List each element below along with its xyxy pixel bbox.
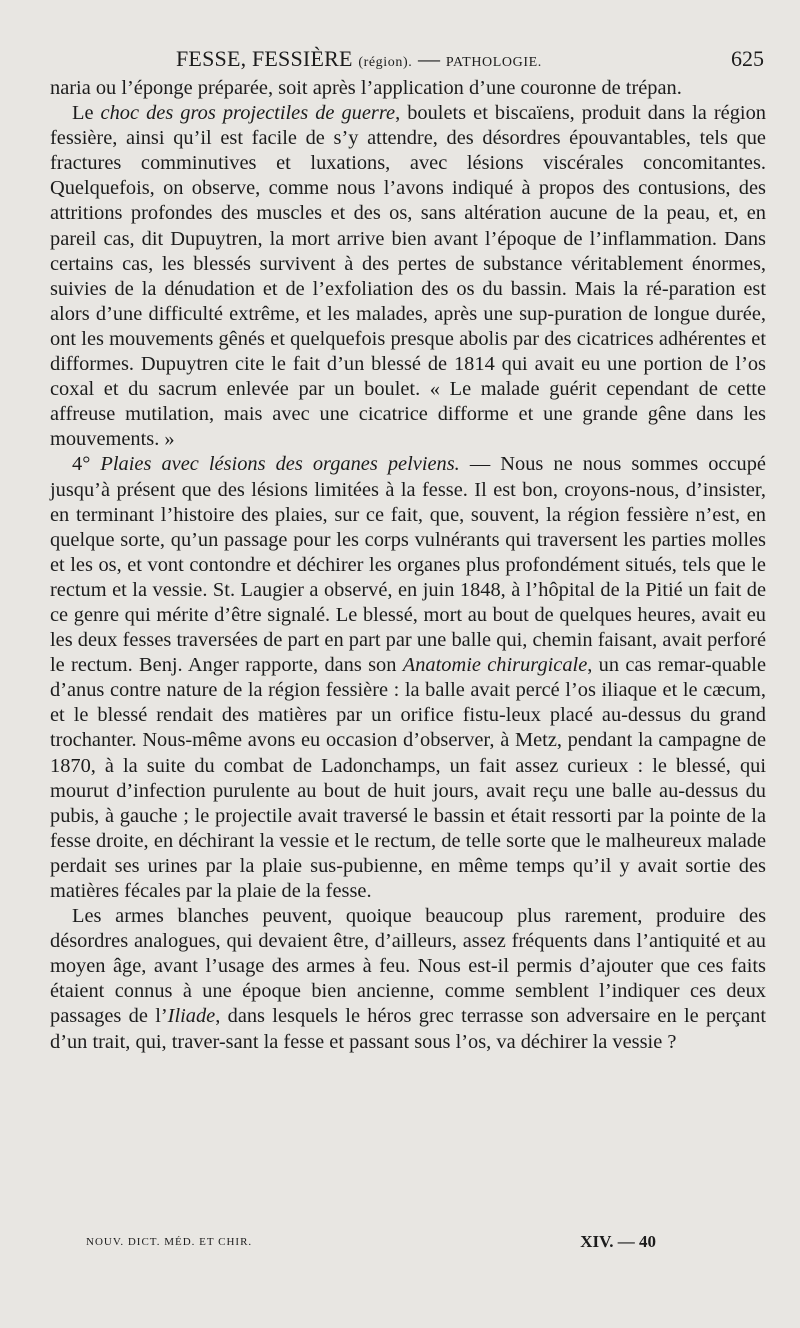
italic-run: Iliade bbox=[167, 1005, 216, 1028]
running-title-section: PATHOLOGIE. bbox=[445, 55, 542, 70]
text-run: , un cas remar-quable d’anus contre nature de la région fessière : la balle avait percé l’os iliaque et le cæcum, et le blessé rendait des matières par un orifice fistu-leux placé au-dessus du grand trochanter. Nous-même avons eu occasion d’observer, à Metz, pendant la campagne de 1870, à la suite du combat de Ladonchamps, un fait assez curieux : le blessé, qui mourut d’infection purulente au bout de huit jours, avait reçu une balle au-dessus du pubis, à gauche ; le projectile avait traversé le bassin et était ressorti par la pointe de la fesse droite, en déchirant la vessie et le rectum, de telle sorte que le malheureux malade perdait ses urines par la plaie sus-pubienne, en même temps qu’il y avait sortie des matières fécales par la plaie de la fesse. bbox=[50, 654, 766, 902]
text-run: 4° bbox=[72, 453, 101, 476]
page-number: 625 bbox=[731, 46, 764, 71]
paragraph bbox=[50, 101, 766, 452]
page-footer bbox=[86, 1230, 656, 1254]
paragraph bbox=[50, 904, 766, 1055]
body-text bbox=[50, 76, 766, 1055]
text-run: Le bbox=[72, 102, 101, 125]
text-run: , dans lesquels le héros grec terrasse son adversaire en le perçant d’un trait, qui, traver-sant la fesse et passant sous l’os, va déchirer la vessie ? bbox=[50, 1005, 766, 1053]
italic-run: choc des gros projectiles de guerre bbox=[100, 102, 396, 125]
text-run: naria ou l’éponge préparée, soit après l’application d’une couronne de trépan. bbox=[50, 77, 682, 99]
text-run: Les armes blanches peuvent, quoique beaucoup plus rarement, produire des désordres analogues, qui devaient être, d’ailleurs, assez fréquents dans l’antiquité et au moyen âge, avant l’usage des armes à feu. Nous est-il permis d’ajouter que ces faits étaient connus à une époque bien ancienne, comme semblent l’indiquer ces deux passages de l’ bbox=[50, 905, 766, 1028]
paragraph bbox=[50, 452, 766, 904]
text-run: — Nous ne nous sommes occupé jusqu’à présent que des lésions limitées à la fesse. Il est bon, croyons-nous, d’insister, en terminant l’histoire des plaies, sur ce fait, que, souvent, la région fessière n’est, en quelque sorte, qu’un passage pour les corps vulnérants qui traversent les parties molles et les os, et vont contondre et déchirer les organes plus profondément situés, tels que le rectum et la vessie. St. Laugier a observé, en juin 1848, à l’hôpital de la Pitié un fait de ce genre qui mérite d’être signalé. Le blessé, mort au bout de quelques heures, avait eu les deux fesses traversées de part en part par une balle qui, chemin faisant, avait perforé le rectum. Benj. Anger rapporte, dans son bbox=[50, 453, 766, 677]
italic-run: Anatomie chirurgicale bbox=[402, 654, 588, 677]
text-run: , boulets et biscaïens, produit dans la région fessière, ainsi qu’il est facile de s’y attendre, des désordres épouvantables, tels que fractures comminutives et luxations, avec lésions viscérales concomitantes. Quelquefois, on observe, comme nous l’avons indiqué à propos des contusions, des attritions profondes des muscles et des os, sans altération aucune de la peau, et, en pareil cas, dit Dupuytren, la mort arrive bien avant l’époque de l’inflammation. Dans certains cas, les blessés survivent à des pertes de substance véritablement énormes, suivies de la dénudation et de l’exfoliation des os du bassin. Mais la ré-paration est alors d’une difficulté extrême, et les malades, après une sup-puration de longue durée, ont les mouvements gênés et quelquefois presque abolis par des cicatrices adhérentes et difformes. Dupuytren cite le fait d’un blessé de 1814 qui avait eu une portion de l’os coxal et du sacrum enlevée par un boulet. « Le malade guérit cependant de cette affreuse mutilation, mais avec une cicatrice difforme et une grande gêne dans les mouvements. » bbox=[50, 102, 766, 451]
italic-run: Plaies avec lésions des organes pelviens. bbox=[100, 453, 460, 476]
running-title bbox=[176, 44, 542, 78]
footer-publication: NOUV. DICT. MÉD. ET CHIR. bbox=[86, 1236, 253, 1248]
footer-volume-sheet: XIV. — 40 bbox=[580, 1232, 656, 1251]
running-title-region: (région). bbox=[358, 55, 413, 70]
running-title-dash: — bbox=[418, 46, 441, 71]
paragraph bbox=[50, 76, 766, 101]
running-title-main: FESSE, FESSIÈRE bbox=[176, 46, 353, 71]
page-header bbox=[50, 44, 766, 74]
